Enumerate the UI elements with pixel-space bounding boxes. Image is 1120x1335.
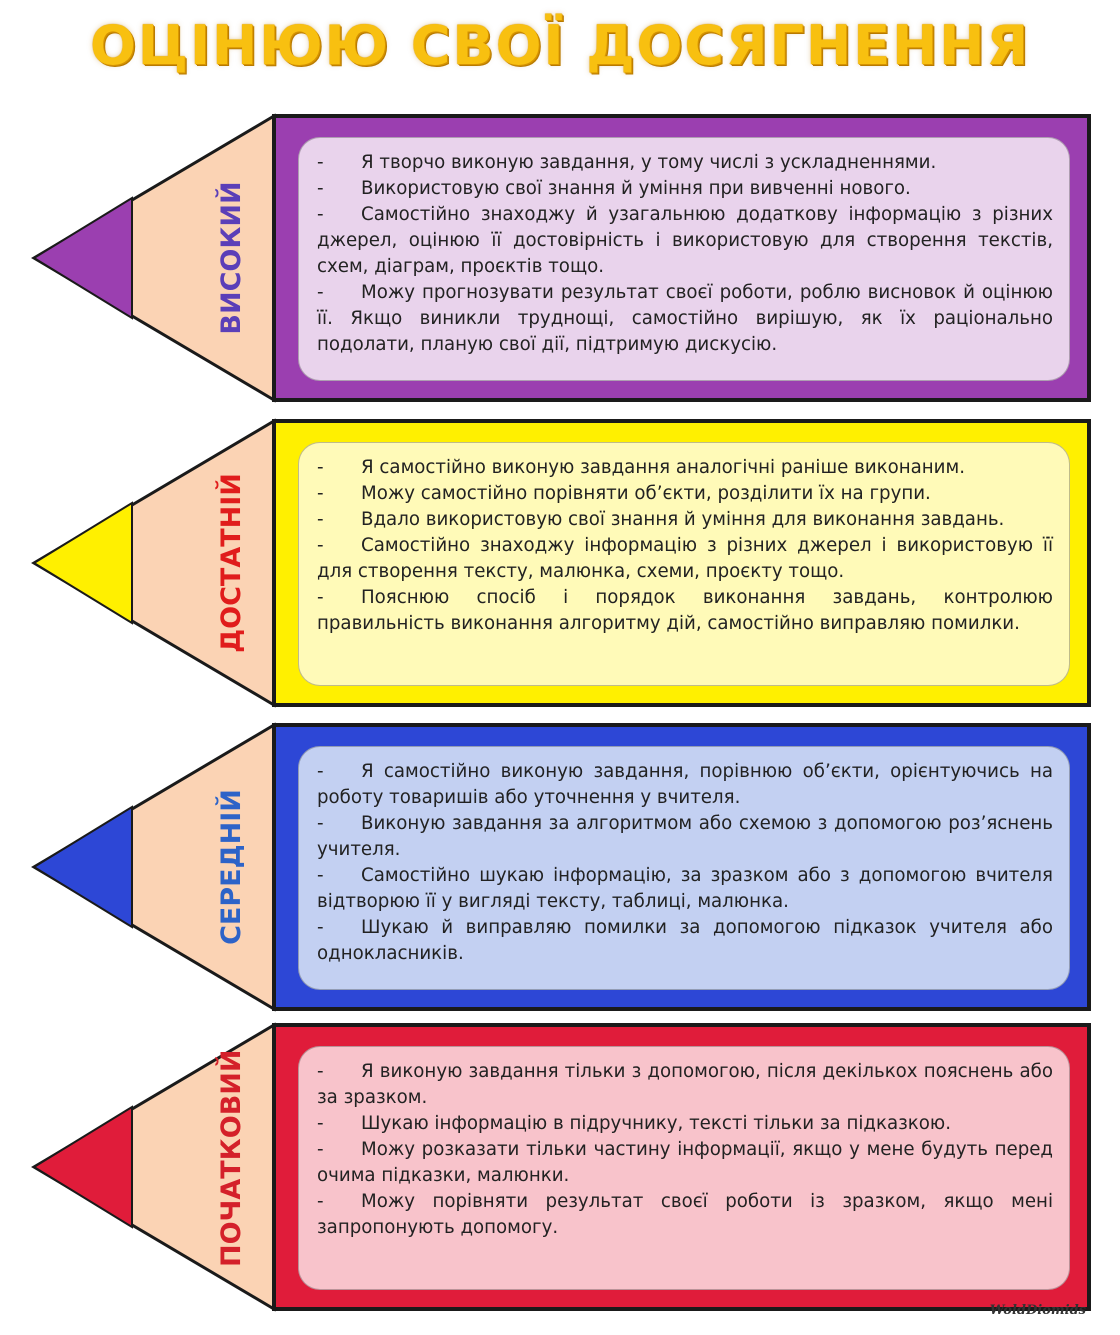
criteria-item: - Використовую свої знання й уміння при вивченні нового. xyxy=(317,178,911,199)
criteria-item: - Я виконую завдання тільки з допомогою, після декількох пояснень або за зразком. xyxy=(317,1061,1053,1108)
criteria-item: - Можу розказати тільки частину інформації, якщо у мене будуть перед очима підказки, малюнки. xyxy=(317,1139,1053,1186)
level-label: ПОЧАТКОВИЙ xyxy=(216,1049,247,1267)
criteria-item: - Можу прогнозувати результат своєї роботи, роблю висновок й оцінюю її. Якщо виникли труднощі, самостійно вирішую, як їх раціонально подолати, планую свої дії, підтримую дискусію. xyxy=(317,282,1053,355)
level-card xyxy=(298,442,1070,686)
criteria-item: - Самостійно знаходжу й узагальнюю додаткову інформацію з різних джерел, оцінюю її достовірність і використовую для створення текстів, схем, діаграм, проєктів тощо. xyxy=(317,204,1053,277)
criteria-item: - Можу самостійно порівняти об’єкти, розділити їх на групи. xyxy=(317,483,931,504)
criteria-item: - Самостійно знаходжу інформацію з різних джерел і використовую її для створення тексту, малюнка, схеми, проєкту тощо. xyxy=(317,535,1053,582)
criteria-item: - Вдало використовую свої знання й уміння для виконання завдань. xyxy=(317,509,1005,530)
criteria-item: - Пояснюю спосіб і порядок виконання завдань, контролюю правильність виконання алгоритму дій, самостійно виправляю помилки. xyxy=(317,587,1053,634)
criteria-item: - Шукаю інформацію в підручнику, тексті тільки за підказкою. xyxy=(317,1113,951,1134)
criteria-item: - Я самостійно виконую завдання, порівнюю об’єкти, орієнтуючись на роботу товаришів або уточнення у вчителя. xyxy=(317,761,1053,808)
level-label: СЕРЕДНІЙ xyxy=(216,789,247,945)
pencil-tip xyxy=(34,503,132,623)
criteria-item: - Виконую завдання за алгоритмом або схемою з допомогою роз’яснень учителя. xyxy=(317,813,1053,860)
level-label: ДОСТАТНІЙ xyxy=(216,473,247,653)
pencil-tip xyxy=(34,807,132,927)
pencil-level-initial xyxy=(0,1022,1120,1322)
watermark: WoldDiomids xyxy=(989,1303,1086,1318)
criteria-item: - Самостійно шукаю інформацію, за зразком або з допомогою вчителя відтворюю її у вигляді тексту, таблиці, малюнка. xyxy=(317,865,1053,912)
page-title: ОЦІНЮЮ СВОЇ ДОСЯГНЕННЯ xyxy=(89,14,1031,77)
pencil-level-sufficient xyxy=(0,418,1120,718)
pencil-level-high xyxy=(0,113,1120,413)
criteria-item: - Можу порівняти результат своєї роботи із зразком, якщо мені запропонують допомогу. xyxy=(317,1191,1053,1238)
pencil-tip xyxy=(34,198,132,318)
pencil-tip xyxy=(34,1107,132,1227)
criteria-item: - Шукаю й виправляю помилки за допомогою підказок учителя або однокласників. xyxy=(317,917,1053,964)
criteria-item: - Я самостійно виконую завдання аналогічні раніше виконаним. xyxy=(317,457,965,478)
level-card xyxy=(298,1046,1070,1290)
criteria-item: - Я творчо виконую завдання, у тому числі з ускладненнями. xyxy=(317,152,937,173)
pencil-level-medium xyxy=(0,722,1120,1022)
level-card xyxy=(298,137,1070,381)
level-card xyxy=(298,746,1070,990)
level-label: ВИСОКИЙ xyxy=(216,181,247,335)
